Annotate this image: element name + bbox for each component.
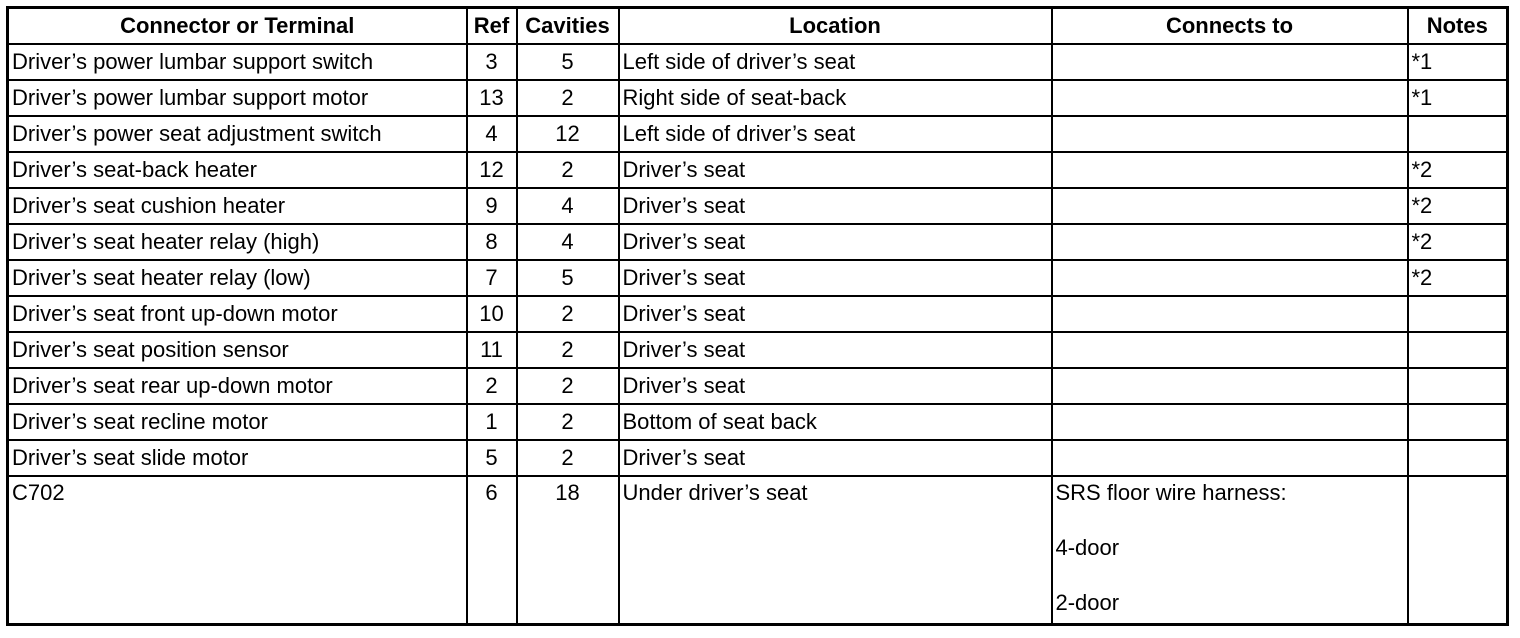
cell-ref: 12 xyxy=(467,152,517,188)
table-row xyxy=(8,152,1508,188)
cell-connects-to xyxy=(1052,152,1408,188)
cell-ref: 10 xyxy=(467,296,517,332)
cell-ref: 2 xyxy=(467,368,517,404)
cell-connector: Driver’s seat recline motor xyxy=(8,404,467,440)
cell-notes xyxy=(1408,404,1508,440)
cell-connects-to xyxy=(1052,44,1408,80)
cell-notes xyxy=(1408,368,1508,404)
cell-connector: Driver’s seat slide motor xyxy=(8,440,467,476)
header-connector: Connector or Terminal xyxy=(8,8,467,45)
cell-cavities: 5 xyxy=(517,44,619,80)
cell-connects-to xyxy=(1052,440,1408,476)
cell-connects-to xyxy=(1052,224,1408,260)
cell-connects-to xyxy=(1052,260,1408,296)
cell-location: Driver’s seat xyxy=(619,440,1052,476)
cell-notes: *2 xyxy=(1408,260,1508,296)
table-row xyxy=(8,224,1508,260)
cell-cavities: 4 xyxy=(517,188,619,224)
cell-ref: 7 xyxy=(467,260,517,296)
table-row xyxy=(8,440,1508,476)
connects-to-4-door: 4-door xyxy=(1055,535,1120,560)
table-row xyxy=(8,80,1508,116)
header-ref: Ref xyxy=(467,8,517,45)
connects-to-lines xyxy=(1056,481,1404,615)
cell-location: Driver’s seat xyxy=(619,188,1052,224)
cell-ref: 3 xyxy=(467,44,517,80)
cell-cavities: 4 xyxy=(517,224,619,260)
cell-cavities: 5 xyxy=(517,260,619,296)
table-row xyxy=(8,368,1508,404)
cell-connects-to xyxy=(1052,116,1408,152)
cell-notes xyxy=(1408,440,1508,476)
cell-notes xyxy=(1408,476,1508,625)
cell-connects-to xyxy=(1052,404,1408,440)
cell-notes xyxy=(1408,332,1508,368)
cell-location: Under driver’s seat xyxy=(619,476,1052,625)
cell-cavities: 2 xyxy=(517,152,619,188)
cell-location: Bottom of seat back xyxy=(619,404,1052,440)
cell-connector: Driver’s power lumbar support motor xyxy=(8,80,467,116)
table-row-c702 xyxy=(8,476,1508,625)
cell-connector: Driver’s seat front up-down motor xyxy=(8,296,467,332)
header-row xyxy=(8,8,1508,45)
cell-location: Driver’s seat xyxy=(619,332,1052,368)
cell-notes: *2 xyxy=(1408,152,1508,188)
header-connects-to: Connects to xyxy=(1052,8,1408,45)
cell-connects-to xyxy=(1052,188,1408,224)
cell-ref: 8 xyxy=(467,224,517,260)
cell-cavities: 2 xyxy=(517,296,619,332)
table-row xyxy=(8,404,1508,440)
cell-cavities: 2 xyxy=(517,440,619,476)
cell-notes: *1 xyxy=(1408,44,1508,80)
cell-notes xyxy=(1408,116,1508,152)
cell-location: Left side of driver’s seat xyxy=(619,116,1052,152)
cell-location: Driver’s seat xyxy=(619,152,1052,188)
cell-connector: Driver’s seat cushion heater xyxy=(8,188,467,224)
cell-connects-to xyxy=(1052,296,1408,332)
cell-notes: *2 xyxy=(1408,224,1508,260)
cell-connector: Driver’s seat position sensor xyxy=(8,332,467,368)
cell-ref: 11 xyxy=(467,332,517,368)
table-row xyxy=(8,188,1508,224)
cell-ref: 5 xyxy=(467,440,517,476)
table-row xyxy=(8,296,1508,332)
header-location: Location xyxy=(619,8,1052,45)
cell-cavities: 2 xyxy=(517,332,619,368)
cell-connects-to xyxy=(1052,476,1408,625)
cell-connects-to xyxy=(1052,80,1408,116)
cell-cavities: 2 xyxy=(517,80,619,116)
cell-cavities: 2 xyxy=(517,404,619,440)
table-row xyxy=(8,116,1508,152)
cell-connects-to xyxy=(1052,368,1408,404)
table-row xyxy=(8,332,1508,368)
cell-ref: 13 xyxy=(467,80,517,116)
header-notes: Notes xyxy=(1408,8,1508,45)
cell-location: Right side of seat-back xyxy=(619,80,1052,116)
connector-table-container xyxy=(6,6,1509,626)
cell-notes xyxy=(1408,296,1508,332)
cell-connector: Driver’s seat rear up-down motor xyxy=(8,368,467,404)
cell-connector: Driver’s seat heater relay (high) xyxy=(8,224,467,260)
cell-connector: Driver’s seat heater relay (low) xyxy=(8,260,467,296)
cell-connector: C702 xyxy=(8,476,467,625)
cell-ref: 9 xyxy=(467,188,517,224)
cell-location: Driver’s seat xyxy=(619,224,1052,260)
cell-cavities: 2 xyxy=(517,368,619,404)
cell-ref: 6 xyxy=(467,476,517,625)
cell-location: Driver’s seat xyxy=(619,296,1052,332)
connects-to-2-door: 2-door xyxy=(1055,590,1120,615)
cell-ref: 1 xyxy=(467,404,517,440)
cell-cavities: 18 xyxy=(517,476,619,625)
connects-to-harness: SRS floor wire harness: xyxy=(1055,480,1287,505)
cell-location: Driver’s seat xyxy=(619,260,1052,296)
cell-ref: 4 xyxy=(467,116,517,152)
connector-table xyxy=(6,6,1509,626)
cell-connector: Driver’s power lumbar support switch xyxy=(8,44,467,80)
cell-cavities: 12 xyxy=(517,116,619,152)
cell-notes: *2 xyxy=(1408,188,1508,224)
cell-connects-to xyxy=(1052,332,1408,368)
cell-notes: *1 xyxy=(1408,80,1508,116)
cell-connector: Driver’s power seat adjustment switch xyxy=(8,116,467,152)
table-row xyxy=(8,44,1508,80)
cell-location: Driver’s seat xyxy=(619,368,1052,404)
cell-connector: Driver’s seat-back heater xyxy=(8,152,467,188)
header-cavities: Cavities xyxy=(517,8,619,45)
cell-location: Left side of driver’s seat xyxy=(619,44,1052,80)
table-row xyxy=(8,260,1508,296)
